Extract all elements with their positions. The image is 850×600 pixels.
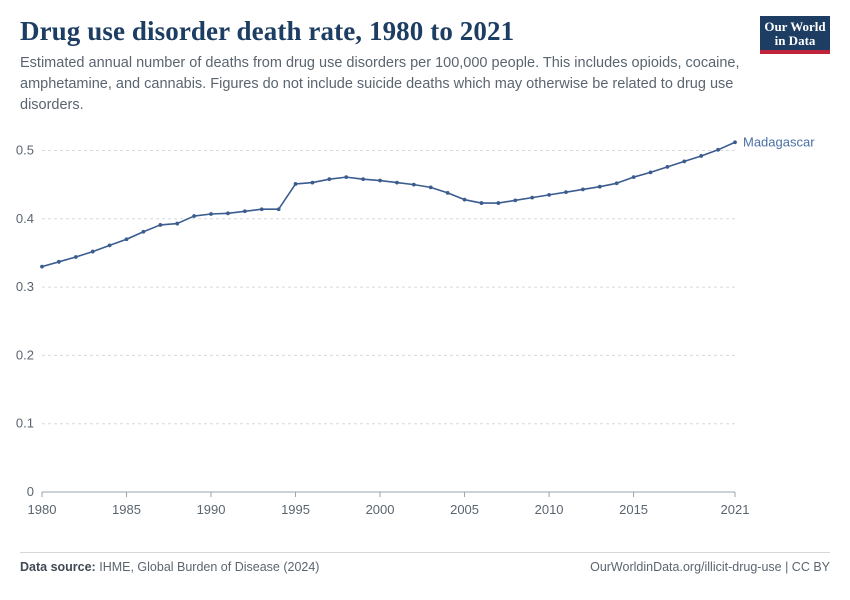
data-source-text: IHME, Global Burden of Disease (2024) xyxy=(99,560,320,574)
series-point[interactable] xyxy=(209,212,213,216)
chart-header xyxy=(20,16,830,116)
x-axis-tick-label: 2000 xyxy=(365,502,395,517)
series-point[interactable] xyxy=(327,177,331,181)
x-axis-tick-label: 1990 xyxy=(196,502,226,517)
series-point[interactable] xyxy=(615,181,619,185)
series-point[interactable] xyxy=(446,191,450,195)
series-point[interactable] xyxy=(226,211,230,215)
series-point[interactable] xyxy=(429,185,433,189)
owid-logo[interactable] xyxy=(760,16,830,54)
series-point[interactable] xyxy=(91,250,95,254)
line-chart xyxy=(0,112,850,552)
series-point[interactable] xyxy=(649,170,653,174)
series-point[interactable] xyxy=(598,185,602,189)
y-axis-tick-label: 0.4 xyxy=(15,210,34,226)
chart-subtitle: Estimated annual number of deaths from drug use disorders per 100,000 people. This includes opioids, cocaine, amphetamine, and cannabis. Figures do not include suicide deaths which may otherwise be related to drug use disorders. xyxy=(20,55,740,114)
series-point[interactable] xyxy=(733,140,737,144)
series-point[interactable] xyxy=(513,198,517,202)
series-point[interactable] xyxy=(125,237,129,241)
series-point[interactable] xyxy=(361,177,365,181)
series-point[interactable] xyxy=(57,260,61,264)
series-point[interactable] xyxy=(108,244,112,248)
series-point[interactable] xyxy=(294,182,298,186)
series-point[interactable] xyxy=(74,255,78,259)
series-point[interactable] xyxy=(412,183,416,187)
series-point[interactable] xyxy=(716,148,720,152)
data-source-label: Data source: xyxy=(20,560,96,574)
attribution-text[interactable]: OurWorldinData.org/illicit-drug-use | CC BY xyxy=(590,560,830,574)
series-point[interactable] xyxy=(40,265,44,269)
series-point[interactable] xyxy=(632,175,636,179)
x-axis-tick-label: 2015 xyxy=(619,502,649,517)
series-point[interactable] xyxy=(547,193,551,197)
x-axis-tick-label: 1995 xyxy=(281,502,310,517)
data-source xyxy=(20,560,319,574)
owid-logo-line1: Our World xyxy=(764,19,826,34)
series-point[interactable] xyxy=(530,196,534,200)
y-axis-tick-label: 0.1 xyxy=(15,415,34,431)
series-point[interactable] xyxy=(260,207,264,211)
y-axis-tick-label: 0.5 xyxy=(15,142,34,158)
series-point[interactable] xyxy=(142,230,146,234)
series-point[interactable] xyxy=(496,201,500,205)
series-label-madagascar[interactable]: Madagascar xyxy=(743,134,815,150)
x-axis-tick-label: 1980 xyxy=(27,502,57,517)
chart-footer xyxy=(20,552,830,586)
x-axis-tick-label: 1985 xyxy=(112,502,141,517)
series-point[interactable] xyxy=(192,214,196,218)
series-point[interactable] xyxy=(665,165,669,169)
owid-logo-line2: in Data xyxy=(774,33,816,48)
series-point[interactable] xyxy=(158,223,162,227)
y-axis-tick-label: 0 xyxy=(26,484,34,499)
series-point[interactable] xyxy=(395,181,399,185)
series-point[interactable] xyxy=(243,209,247,213)
x-axis-tick-label: 2005 xyxy=(450,502,480,517)
series-point[interactable] xyxy=(564,190,568,194)
series-line-madagascar[interactable] xyxy=(42,142,735,266)
y-axis-tick-label: 0.3 xyxy=(15,279,34,295)
series-point[interactable] xyxy=(581,188,585,192)
x-axis-tick-label: 2021 xyxy=(720,502,750,517)
series-point[interactable] xyxy=(682,160,686,164)
series-point[interactable] xyxy=(699,154,703,158)
series-point[interactable] xyxy=(175,222,179,226)
series-point[interactable] xyxy=(378,179,382,183)
series-point[interactable] xyxy=(463,198,467,202)
y-axis-tick-label: 0.2 xyxy=(15,347,34,363)
x-axis-tick-label: 2010 xyxy=(534,502,564,517)
series-point[interactable] xyxy=(480,201,484,205)
page-title: Drug use disorder death rate, 1980 to 2021 xyxy=(20,16,515,46)
series-point[interactable] xyxy=(344,175,348,179)
series-point[interactable] xyxy=(311,181,315,185)
chart-plot-area[interactable] xyxy=(0,112,850,552)
series-point[interactable] xyxy=(277,207,281,211)
